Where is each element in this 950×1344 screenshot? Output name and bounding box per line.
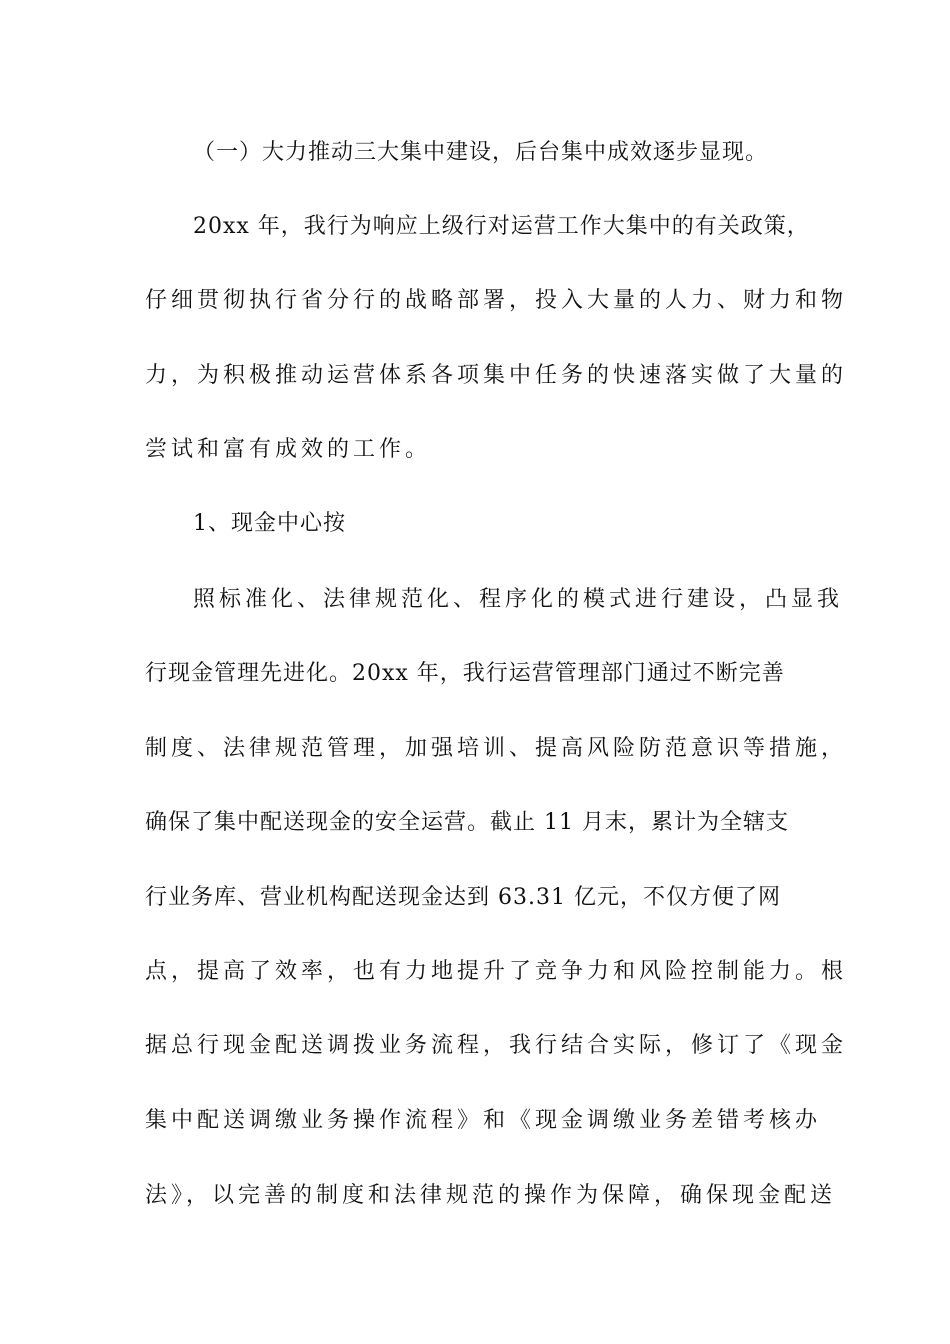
section-heading: （一）大力推动三大集中建设，后台集中成效逐步显现。 (193, 140, 769, 165)
paragraph-line: 确保了集中配送现金的安全运营。截止 11 月末，累计为全辖支 (145, 810, 789, 835)
paragraph-line: 力，为积极推动运营体系各项集中任务的快速落实做了大量的 (145, 363, 848, 388)
paragraph-line: 仔细贯彻执行省分行的战略部署，投入大量的人力、财力和物 (145, 288, 848, 313)
paragraph-line: 行业务库、营业机构配送现金达到 63.31 亿元，不仅方便了网 (145, 885, 781, 910)
paragraph-line: 尝试和富有成效的工作。 (145, 437, 432, 462)
paragraph-line: 据总行现金配送调拨业务流程，我行结合实际，修订了《现金 (145, 1033, 848, 1058)
paragraph-line: 集中配送调缴业务操作流程》和《现金调缴业务差错考核办 (145, 1108, 822, 1133)
paragraph-line: 行现金管理先进化。20xx 年，我行运营管理部门通过不断完善 (145, 661, 785, 686)
paragraph-line: 20xx 年，我行为响应上级行对运营工作大集中的有关政策， (193, 214, 810, 239)
subheading: 1、现金中心按 (193, 511, 346, 536)
paragraph-line: 照标准化、法律规范化、程序化的模式进行建设，凸显我 (193, 587, 844, 612)
paragraph-line: 制度、法律规范管理，加强培训、提高风险防范意识等措施， (145, 736, 848, 761)
paragraph-line: 法》，以完善的制度和法律规范的操作为保障，确保现金配送 (145, 1183, 837, 1208)
paragraph-line: 点，提高了效率，也有力地提升了竞争力和风险控制能力。根 (145, 959, 848, 984)
